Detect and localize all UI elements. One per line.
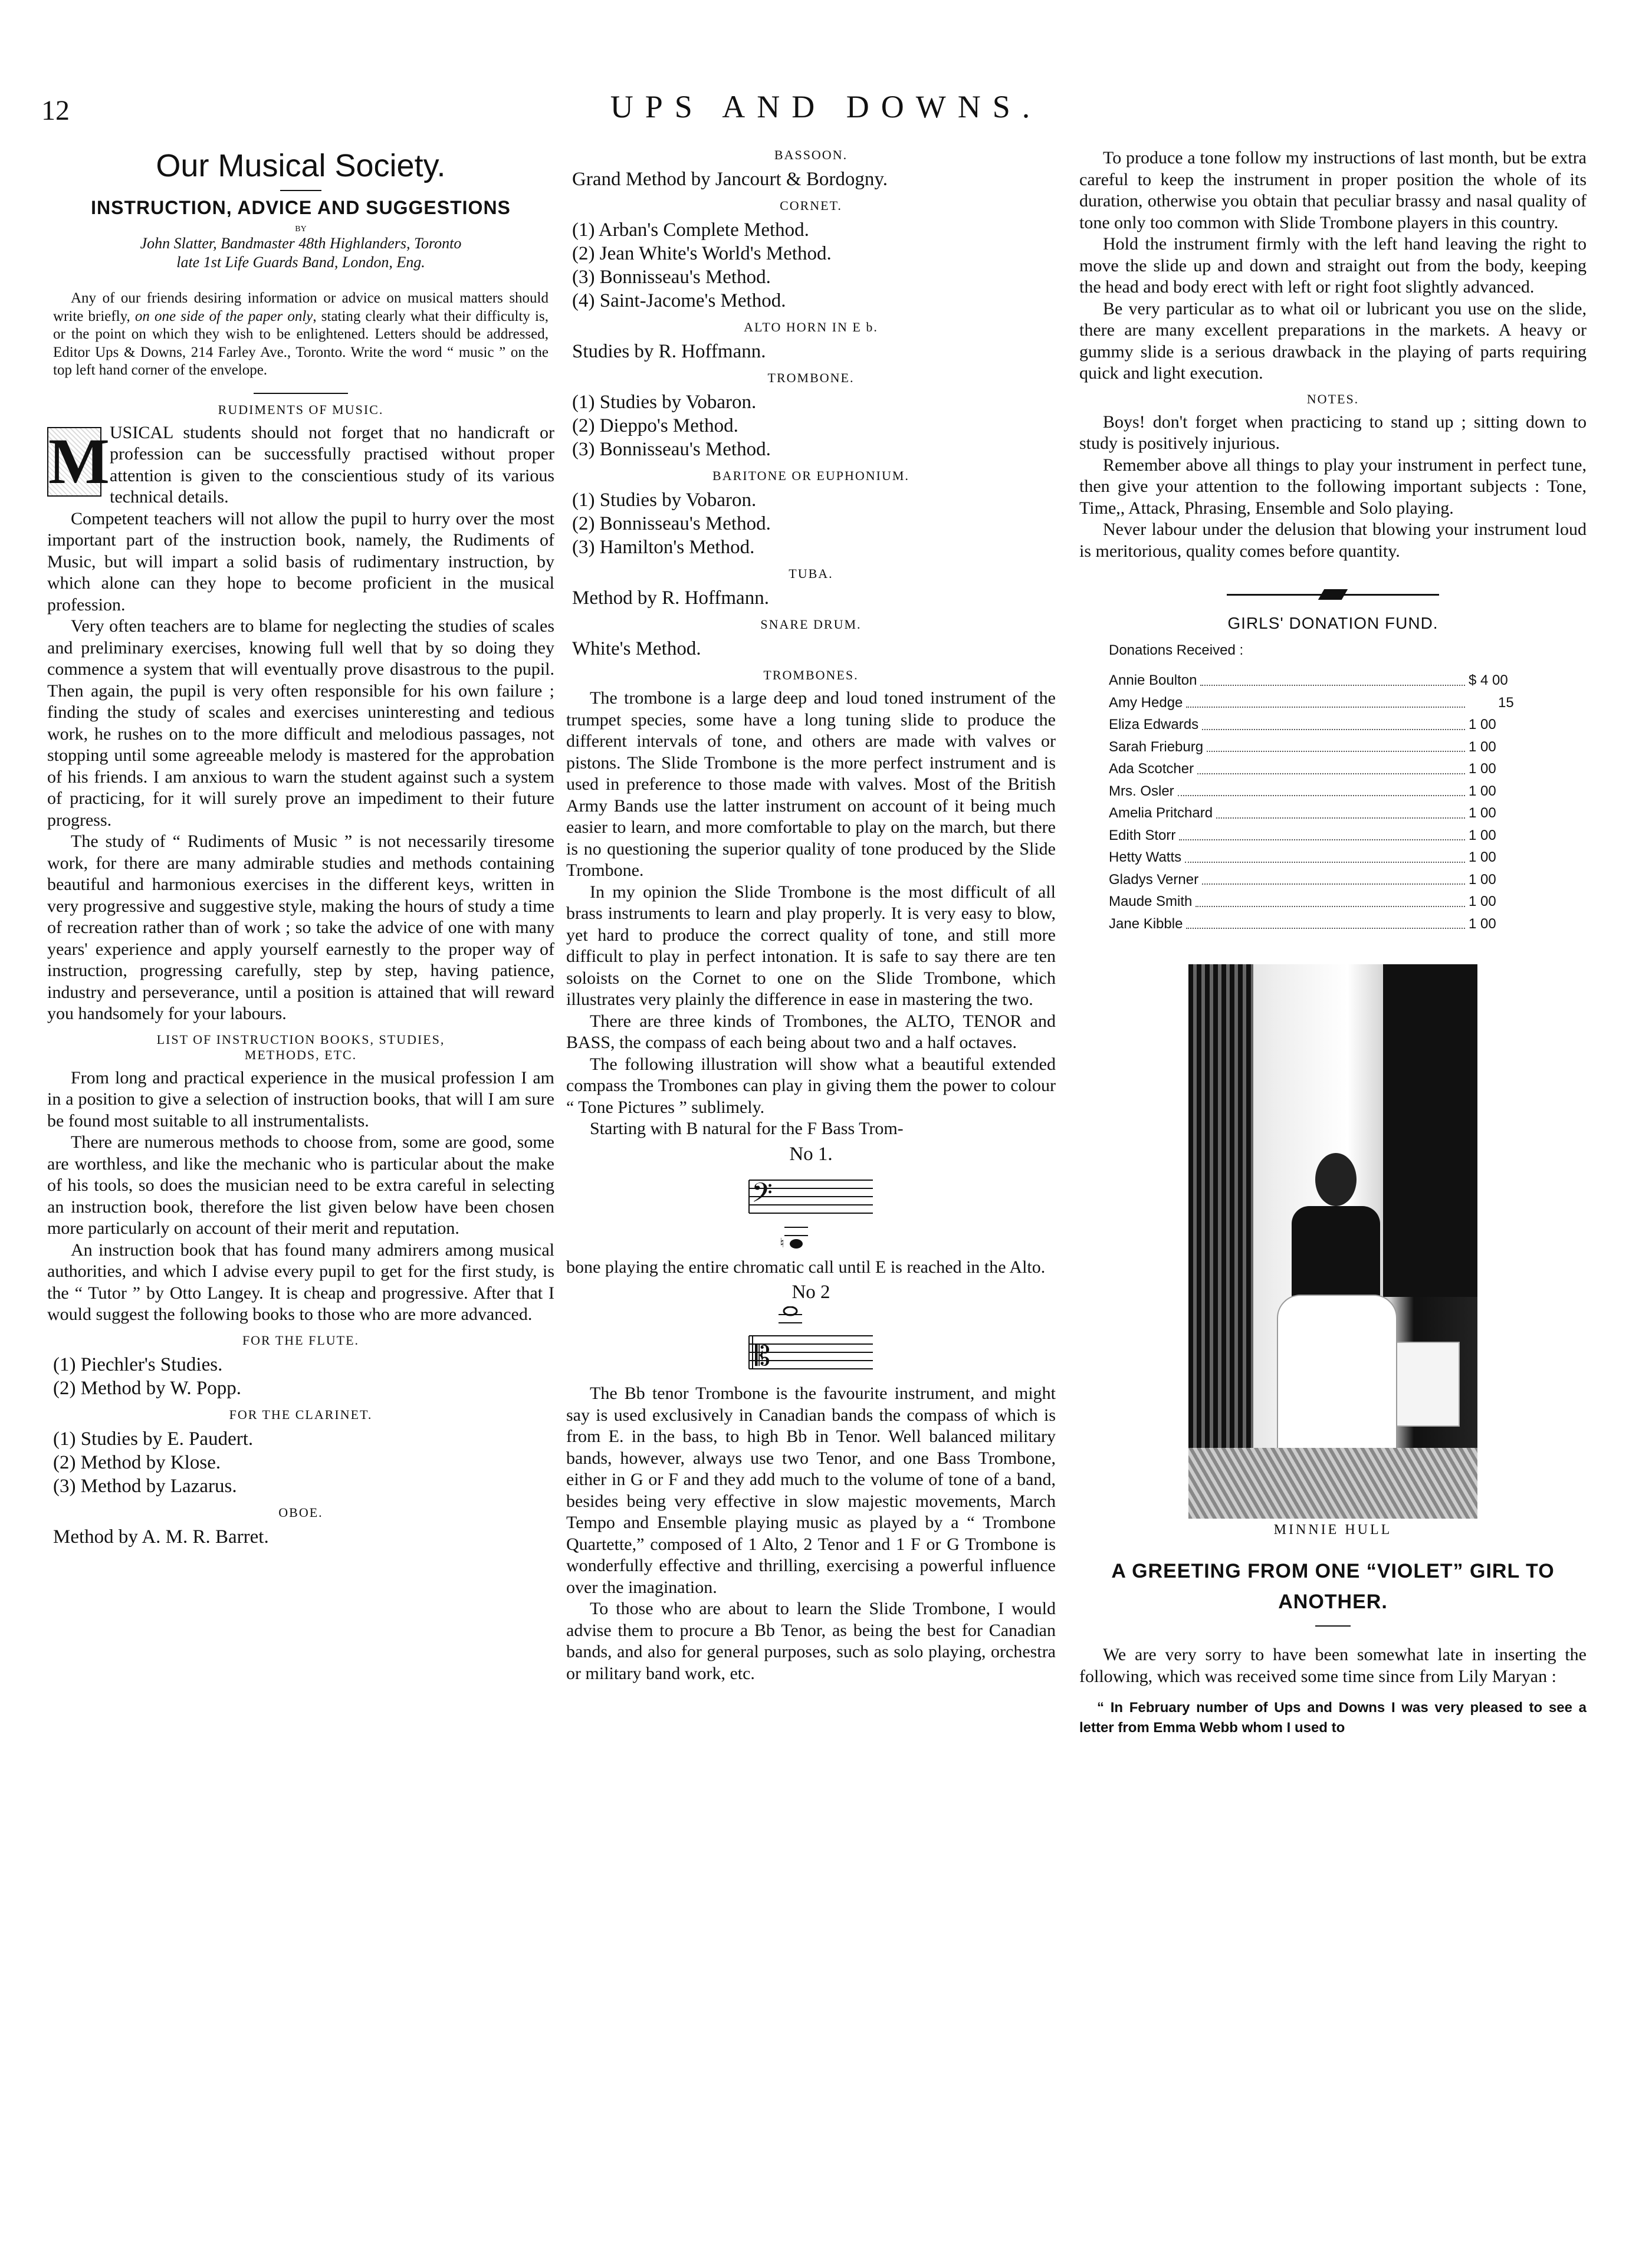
snare-drum-heading: SNARE DRUM. <box>760 617 862 632</box>
greeting-title-line-1: A GREETING FROM ONE “VIOLET” GIRL TO <box>1111 1560 1555 1582</box>
music-staff-2-icon <box>743 1306 879 1383</box>
article-title: Our Musical Society. <box>156 148 446 183</box>
donations-subheading: Donations Received : <box>1109 642 1244 658</box>
alto-horn-book: Studies by R. Hoffmann. <box>572 341 766 362</box>
donor-name: Amy Hedge <box>1109 694 1183 711</box>
rudiments-intro <box>47 422 554 508</box>
portrait-photo <box>1188 964 1477 1519</box>
baritone-heading: BARITONE OR EUPHONIUM. <box>712 468 909 483</box>
snare-drum-book: White's Method. <box>572 638 701 659</box>
list-item: (1) Piechler's Studies. <box>53 1354 223 1375</box>
paragraph: Boys! don't forget when practicing to stand up ; sitting down to study is positively injurious. <box>1079 412 1587 453</box>
donation-row <box>1109 913 1522 935</box>
paragraph: Remember above all things to play your instrument in perfect tune, then give your attention to the following important subjects : Tone, Time,, Attack, Phrasing, Ensemble and Solo playing. <box>1079 455 1587 518</box>
paragraph: Never labour under the delusion that blowing your instrument loud is meritorious, quality comes before quantity. <box>1079 520 1587 561</box>
donation-row <box>1109 846 1522 869</box>
letter-quote: “ In February number of Ups and Downs I was very pleased to see a letter from Emma Webb whom I used to <box>1079 1700 1587 1736</box>
svg-text:♮: ♮ <box>780 1236 784 1251</box>
paragraph: Very often teachers are to blame for neglecting the studies of scales and preliminary exercises, knowing full well that by so doing they commence a system that will eventually prove disastrous to the pupil. Then again, the pupil is very often responsible for his own failure ; finding the study of scales and exercises uninteresting and tedious work, he rushes on to the more difficult and melodious passages, not stopping until some agreeable melody is mastered for the approbation of his friends. I am anxious to warn the student against such a system of practicing, for it will surely prove an impediment to their future progress. <box>47 616 554 830</box>
donor-name: Annie Boulton <box>1109 672 1197 688</box>
byline-label: BY <box>295 225 307 234</box>
svg-text:𝄡: 𝄡 <box>755 1340 770 1372</box>
donation-row <box>1109 736 1522 758</box>
leader-dots <box>1179 824 1465 841</box>
donation-amount: 1 00 <box>1469 871 1496 888</box>
donation-amount: 1 00 <box>1469 805 1496 821</box>
list-item: (3) Hamilton's Method. <box>572 537 755 558</box>
photo-background <box>1383 964 1477 1297</box>
editor-note-text-a: Any of our friends desiring information or advice on musical matters should write briefly, <box>53 290 549 324</box>
paragraph: Hold the instrument firmly with the left hand leaving the right to move the slide up and down and straight out from the body, keeping the head and body erect with left or right foot slightly advanced. <box>1079 234 1587 297</box>
bassoon-heading: BASSOON. <box>774 147 848 162</box>
donation-amount: 15 <box>1498 694 1514 711</box>
paragraph: From long and practical experience in the musical profession I am in a position to give a selection of instruction books, that will I am sure be found most suitable to all instrumentalists. <box>47 1067 554 1131</box>
section-rule <box>254 393 348 394</box>
donation-fund-title: GIRLS' DONATION FUND. <box>1227 614 1438 632</box>
example-2-label: No 2 <box>791 1282 830 1303</box>
column-1 <box>47 147 554 1549</box>
donation-amount: 1 00 <box>1469 827 1496 843</box>
paragraph: Be very particular as to what oil or lubricant you use on the slide, there are many excellent preparations in the markets. A heavy or gummy slide is a serious drawback in the playing of parts requiring quick and light execution. <box>1079 298 1587 383</box>
music-staff-1-icon <box>743 1168 879 1257</box>
paragraph: Competent teachers will not allow the pupil to hurry over the most important part of the instruction book, namely, the Rudiments of Music, but will impart a solid basis of rudimentary instruction, by which alone can they hope to become proficient in the musical profession. <box>47 508 554 615</box>
donor-name: Eliza Edwards <box>1109 717 1199 732</box>
ornamental-rule-icon <box>1227 586 1439 603</box>
oboe-heading: OBOE. <box>278 1504 323 1520</box>
tuba-heading: TUBA. <box>789 566 833 581</box>
author-line-2: late 1st Life Guards Band, London, Eng. <box>176 254 425 271</box>
donation-row <box>1109 692 1522 714</box>
paragraph: The following illustration will show what a beautiful extended compass the Trombones can play in giving them the power to colour “ Tone Pictures ” sublimely. <box>566 1054 1056 1117</box>
paragraph: To produce a tone follow my instructions of last month, but be extra careful to keep the instrument in proper position the whole of its duration, otherwise you obtain that peculiar brassy and nasal quality of tone only too common with Slide Trombone players in this country. <box>1079 148 1587 232</box>
donation-amount: 1 00 <box>1469 915 1496 932</box>
donor-name: Jane Kibble <box>1109 915 1183 932</box>
editor-note <box>53 290 549 380</box>
donation-row <box>1109 891 1522 913</box>
donor-name: Maude Smith <box>1109 893 1193 909</box>
list-item: (1) Arban's Complete Method. <box>572 219 809 241</box>
flute-heading: FOR THE FLUTE. <box>242 1332 360 1348</box>
drop-cap: M <box>48 425 110 497</box>
running-head: UPS AND DOWNS. <box>610 89 1042 124</box>
list-item: (2) Method by Klose. <box>53 1451 221 1473</box>
bassoon-book: Grand Method by Jancourt & Bordogny. <box>572 169 888 190</box>
list-heading-line-2: METHODS, ETC. <box>244 1047 357 1062</box>
list-item: (2) Bonnisseau's Method. <box>572 513 771 534</box>
donation-amount: 1 00 <box>1469 893 1496 909</box>
donation-list <box>1079 669 1587 935</box>
paragraph: In my opinion the Slide Trombone is the most difficult of all brass instruments to learn and play properly. It is very easy to blow, yet hard to produce the correct quality of tone, and still more difficult to play in perfect intonation. It is safe to say there are ten soloists on the Cornet to one on the Slide Trombone, which illustrates very plainly the difference in ease in mastering the two. <box>566 882 1056 1009</box>
photo-caption: MINNIE HULL <box>1273 1522 1392 1538</box>
donation-amount: 1 00 <box>1469 783 1496 799</box>
paragraph: There are numerous methods to choose from, some are good, some are worthless, and like the mechanic who is particular about the make of his tools, so does the musician need to be extra careful in selecting an instruction book, therefore the list given below have been chosen more particularly on account of their merit and reputation. <box>47 1132 554 1238</box>
leader-dots <box>1186 692 1465 708</box>
editor-note-text-b: , stating clearly what their difficulty is, or the point on which they wish to be enlightened. Letters should be addressed, Editor Ups & Downs, 214 Farley Ave., Toronto. Write the word “ music ” on the top left hand corner of the envelope. <box>53 308 549 378</box>
leader-dots <box>1178 780 1465 797</box>
donor-name: Edith Storr <box>1109 827 1176 843</box>
leader-dots <box>1200 669 1465 686</box>
leader-dots <box>1202 714 1465 730</box>
leader-dots <box>1186 913 1465 929</box>
donor-name: Hetty Watts <box>1109 849 1182 865</box>
donation-row <box>1109 780 1522 803</box>
list-item: (1) Studies by Vobaron. <box>572 392 757 413</box>
donation-row <box>1109 824 1522 847</box>
photo-figure-head <box>1315 1153 1357 1206</box>
donation-amount: 1 00 <box>1469 849 1496 865</box>
trombone-heading: TROMBONE. <box>767 370 855 385</box>
rudiments-heading: RUDIMENTS OF MUSIC. <box>218 402 384 417</box>
paragraph: The trombone is a large deep and loud toned instrument of the trumpet species, some have a long tuning slide to produce the different intervals of tone, and others are made with valves or pistons. The Slide Trombone is the more perfect instrument and is used in preference to those made with valves. Most of the British Army Bands use the latter instrument on account of it being much easier to learn, and more comfortable to play on the march, but there is no questioning the superior quality of tone produced by the Slide Trombone. <box>566 688 1056 880</box>
donation-row <box>1109 802 1522 824</box>
greeting-title-line-2: ANOTHER. <box>1278 1591 1388 1613</box>
donation-row <box>1109 714 1522 736</box>
photo-curtain <box>1188 964 1253 1519</box>
page-number: 12 <box>41 95 70 126</box>
list-item: (2) Jean White's World's Method. <box>572 243 832 264</box>
paragraph: Starting with B natural for the F Bass Trom- <box>590 1119 904 1138</box>
donation-amount: 1 00 <box>1469 761 1496 777</box>
example-1-label: No 1. <box>789 1143 833 1165</box>
svg-text:𝄢: 𝄢 <box>751 1177 773 1216</box>
paragraph: An instruction book that has found many admirers among musical authorities, and which I advise every pupil to get for the first study, is the “ Tutor ” by Otto Langey. It is cheap and progressive. After that I would suggest the following books to those who are more advanced. <box>47 1240 554 1324</box>
leader-dots <box>1216 802 1465 819</box>
leader-dots <box>1197 758 1465 774</box>
photo-figure-apron <box>1277 1295 1397 1468</box>
list-heading-line-1: LIST OF INSTRUCTION BOOKS, STUDIES, <box>156 1031 445 1047</box>
editor-note-emphasis: on one side of the paper only <box>134 308 313 324</box>
donation-row <box>1109 669 1522 692</box>
trombones-heading: TROMBONES. <box>763 668 859 682</box>
article-subtitle: INSTRUCTION, ADVICE AND SUGGESTIONS <box>91 197 511 218</box>
tuba-book: Method by R. Hoffmann. <box>572 587 769 609</box>
oboe-book: Method by A. M. R. Barret. <box>53 1526 269 1548</box>
cornet-heading: CORNET. <box>780 198 842 213</box>
paragraph: bone playing the entire chromatic call until E is reached in the Alto. <box>566 1257 1046 1277</box>
paragraph: The study of “ Rudiments of Music ” is not necessarily tiresome work, for there are many admirable studies and methods containing beautiful and harmonious exercises in the different keys, written in very progressive and suggestive style, making the hours of study a time of recreation rather than of work ; so take the advice of one with many years' experience and apply yourself earnestly to the proper way of instruction, progressing carefully, step by step, having patience, industry and perseverance, until a position is attained that will reward you handsomely for your labours. <box>47 832 554 1023</box>
donation-amount: 1 00 <box>1469 738 1496 755</box>
leader-dots <box>1207 736 1465 753</box>
column-3 <box>1079 147 1587 1738</box>
donation-row <box>1109 869 1522 891</box>
paragraph: USICAL students should not forget that no handicraft or profession can be successfully practised without proper attention is given to the conscientious study of its various technical details. <box>110 422 554 507</box>
greeting-rule <box>1315 1625 1351 1627</box>
donation-row <box>1109 758 1522 780</box>
donor-name: Ada Scotcher <box>1109 761 1194 777</box>
alto-horn-heading: ALTO HORN IN E b. <box>744 320 878 334</box>
donor-name: Amelia Pritchard <box>1109 805 1213 821</box>
column-2 <box>566 147 1056 1684</box>
list-item: (1) Studies by Vobaron. <box>572 490 757 511</box>
donation-amount: $ 4 00 <box>1469 672 1508 688</box>
list-item: (2) Dieppo's Method. <box>572 415 738 436</box>
clarinet-heading: FOR THE CLARINET. <box>229 1407 373 1422</box>
donor-name: Mrs. Osler <box>1109 783 1174 799</box>
donation-amount: 1 00 <box>1469 717 1496 732</box>
list-item: (3) Method by Lazarus. <box>53 1475 237 1497</box>
paragraph: We are very sorry to have been somewhat late in inserting the following, which was received some time since from Lily Maryan : <box>1079 1645 1587 1686</box>
donor-name: Gladys Verner <box>1109 871 1199 888</box>
title-rule <box>280 190 321 191</box>
list-item: (1) Studies by E. Paudert. <box>53 1428 254 1450</box>
list-item: (4) Saint-Jacome's Method. <box>572 290 786 311</box>
leader-dots <box>1196 891 1465 907</box>
paragraph: To those who are about to learn the Slide Trombone, I would advise them to procure a Bb Tenor, as being the best for Canadian bands, and also for general purposes, such as solo playing, orchestra or military band work, etc. <box>566 1599 1056 1683</box>
leader-dots <box>1202 869 1465 885</box>
list-item: (3) Bonnisseau's Method. <box>572 439 771 460</box>
leader-dots <box>1185 846 1465 863</box>
photo-floor <box>1188 1448 1477 1519</box>
list-item: (2) Method by W. Popp. <box>53 1377 242 1399</box>
list-item: (3) Bonnisseau's Method. <box>572 267 771 288</box>
author-line-1: John Slatter, Bandmaster 48th Highlanders, Toronto <box>140 235 462 252</box>
paragraph: The Bb tenor Trombone is the favourite instrument, and might say is used exclusively in Canadian bands the compass of which is from E. in the bass, to high Bb in Tenor. Well balanced military bands, however, always use two Tenor, and one Bass Trombone, either in G or F and they add much to the volume of tone of a band, besides being very effective in slow majestic movements, March Tempo and Ensemble playing music as played by a “ Trombone Quartette,” composed of 1 Alto, 2 Tenor and 1 F or G Trombone is wonderfully effective and thrilling, exercising a powerful influence over the imagination. <box>566 1384 1056 1597</box>
donor-name: Sarah Frieburg <box>1109 738 1204 755</box>
paragraph: There are three kinds of Trombones, the ALTO, TENOR and BASS, the compass of each being about two and a half octaves. <box>566 1011 1056 1052</box>
notes-heading: NOTES. <box>1306 391 1359 406</box>
